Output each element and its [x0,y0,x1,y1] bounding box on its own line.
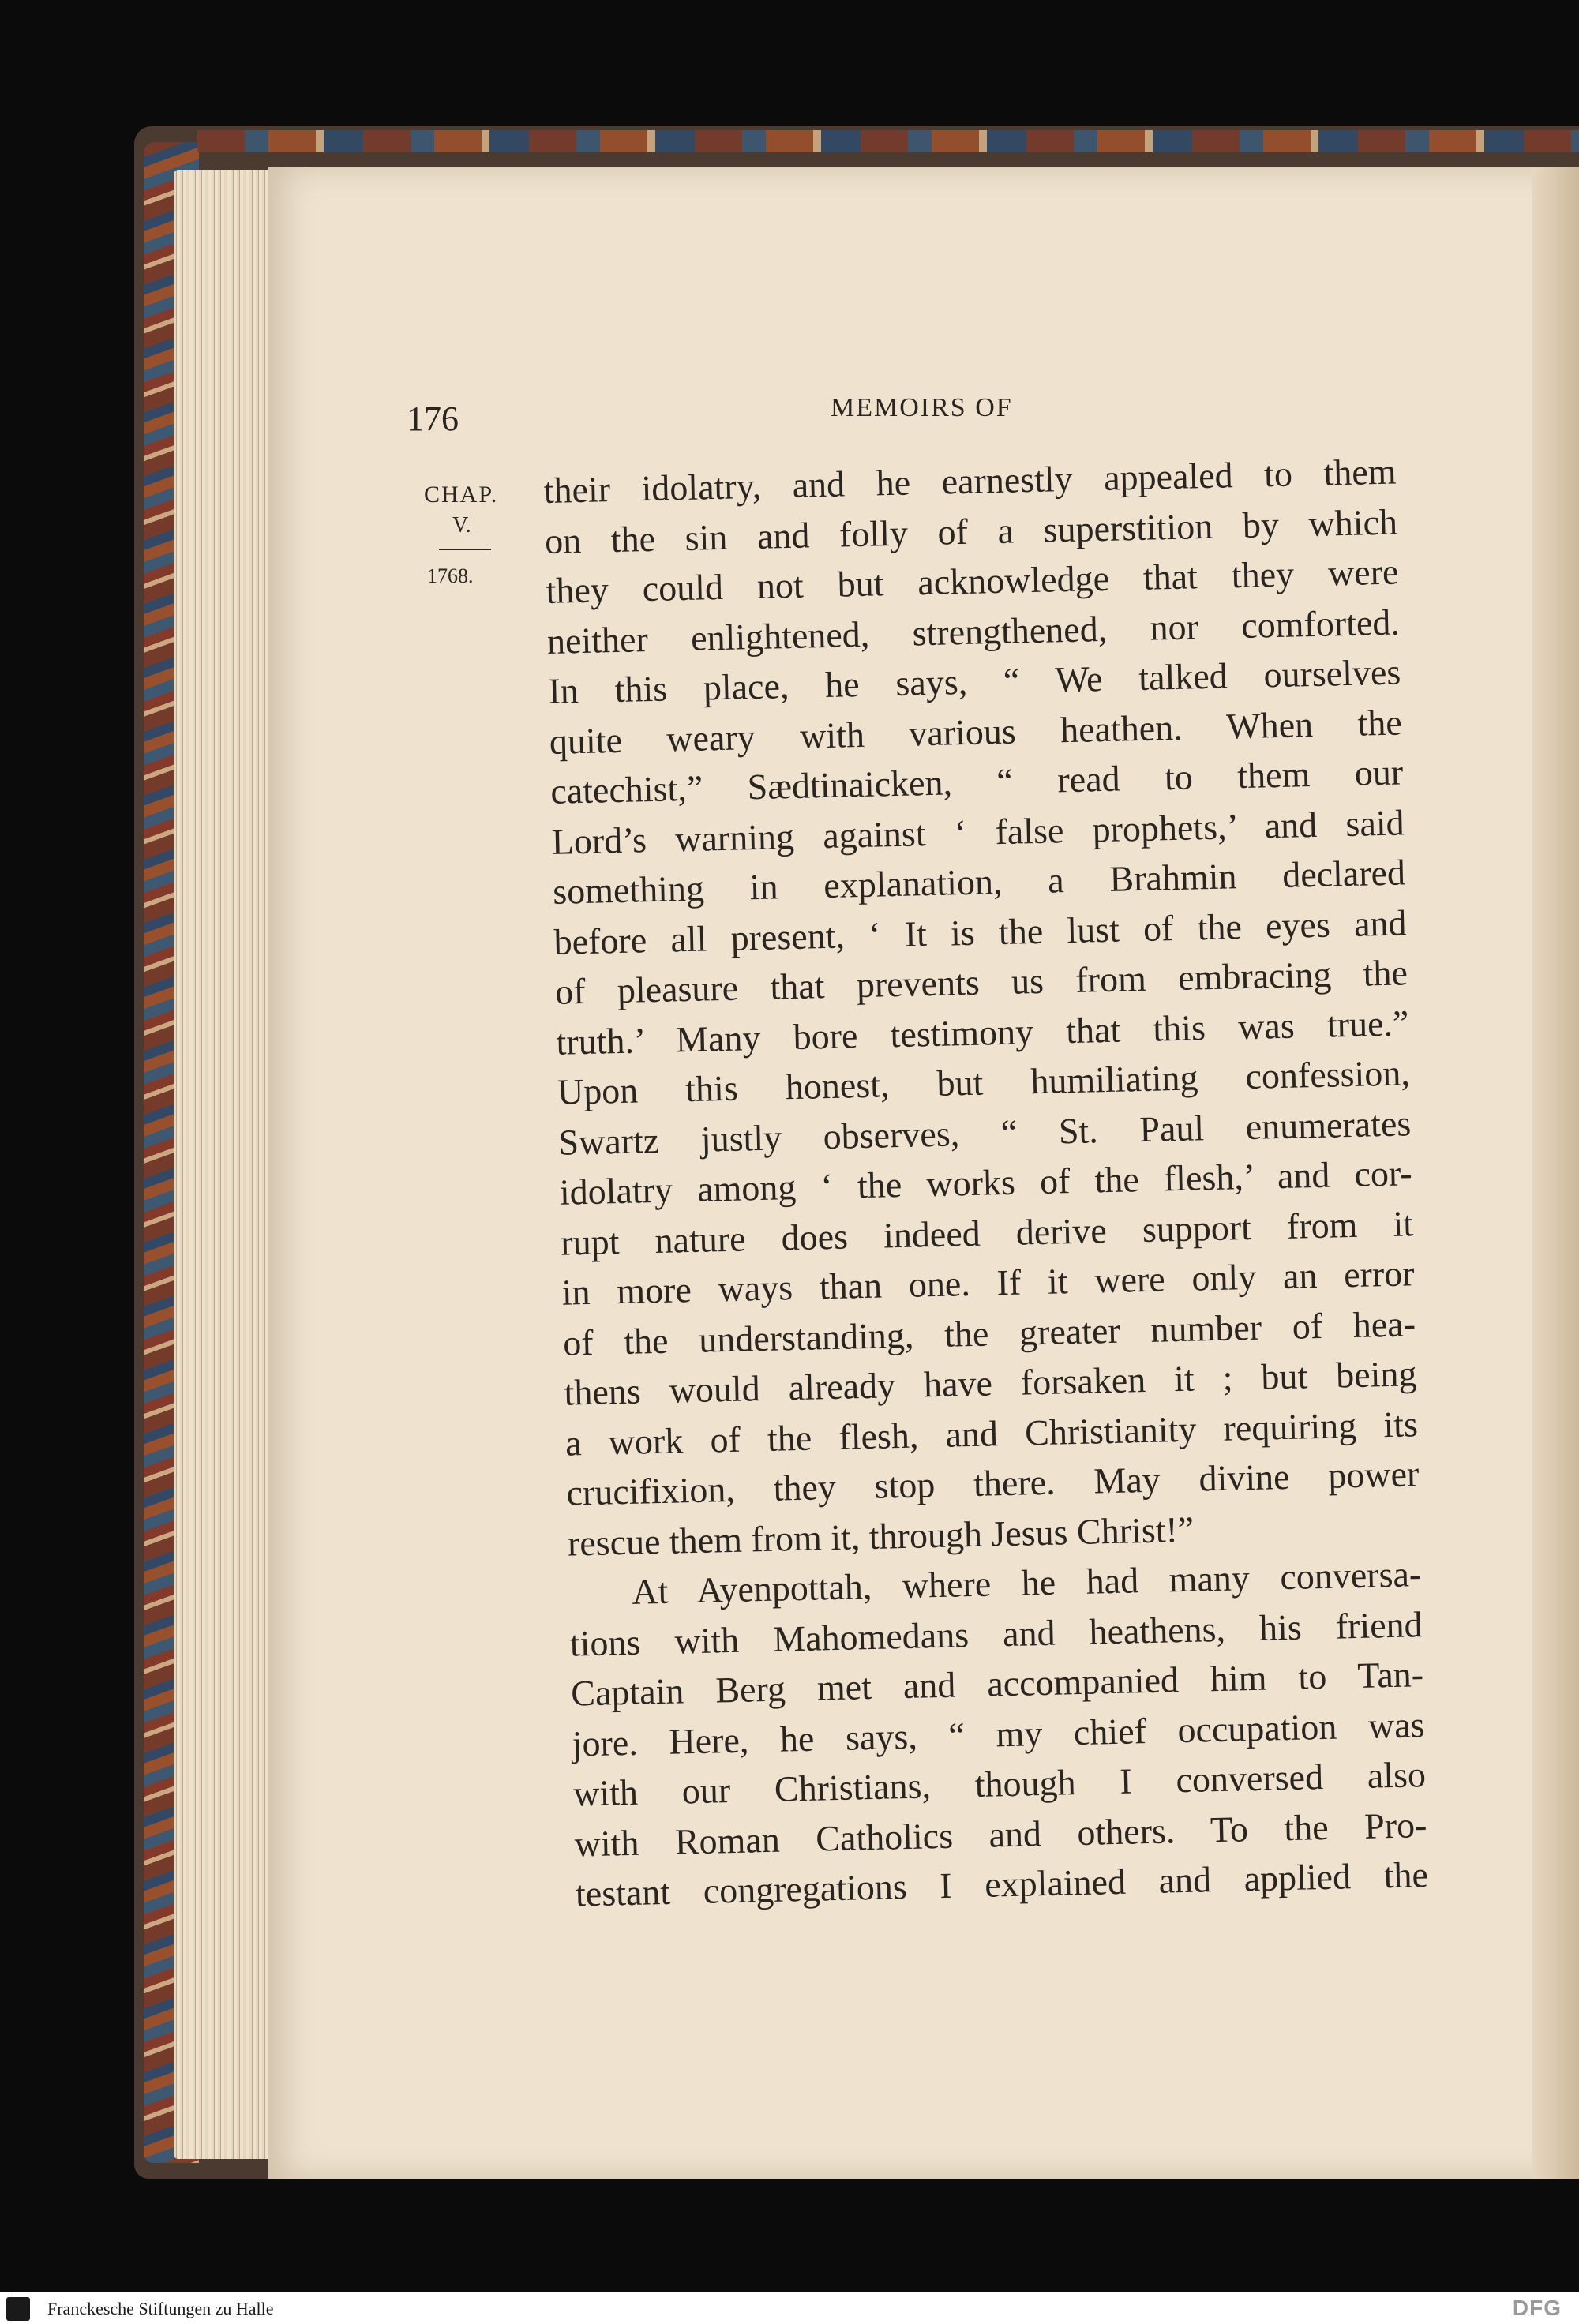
margin-chapter-numeral: V. [452,513,471,538]
text-line: thens would already have forsaken it ; but being [564,1353,1417,1413]
institution-name: Franckesche Stiftungen zu Halle [47,2299,274,2318]
text-line: before all present, ‘ It is the lust of the eyes and [553,901,1407,962]
dfg-logo: DFG [1512,2296,1562,2320]
text-line: Captain Berg met and accompanied him to Tan- [570,1654,1424,1714]
margin-rule [439,549,491,550]
running-head: MEMOIRS OF [831,393,1013,422]
text-line: jore. Here, he says, “ my chief occupation was [572,1704,1426,1764]
text-line: of pleasure that prevents us from embracing the [554,952,1408,1012]
text-line: something in explanation, a Brahmin declared [552,852,1406,912]
text-line: crucifixion, they stop there. May divine power [565,1453,1420,1513]
text-line: their idolatry, and he earnestly appealed to them [543,451,1397,511]
margin-year: 1768. [427,564,474,587]
text-line: Lord’s warning against ‘ false prophets,’ and said [551,801,1405,862]
text-line: quite weary with various heathen. When the [549,701,1403,762]
text-line: idolatry among ‘ the works of the flesh,’ and cor- [559,1153,1413,1213]
text-line: truth.’ Many bore testimony that this was true.” [555,1002,1409,1063]
text-line: rupt nature does indeed derive support from it [560,1202,1414,1263]
text-line: on the sin and folly of a superstition by which [544,500,1398,561]
text-line: Swartz justly observes, “ St. Paul enumerates [557,1102,1412,1163]
text-line: Upon this honest, but humiliating confession, [557,1052,1411,1112]
text-line: neither enlightened, strengthened, nor comforted. [546,601,1401,662]
text-line: catechist,” Sædtinaicken, “ read to them our [549,752,1404,812]
text-line: they could not but acknowledge that they were [546,551,1399,611]
text-line: in more ways than one. If it were only an error [561,1253,1416,1313]
text-line: testant congregations I explained and applied the [575,1854,1429,1914]
text-line: a work of the flesh, and Christianity requiring its [564,1403,1419,1464]
institution-logo-icon [6,2297,30,2321]
margin-chapter-label: CHAP. [424,482,499,508]
text-line: with our Christians, though I conversed also [572,1754,1427,1814]
page-gutter [1532,167,1579,2179]
page-number: 176 [407,399,459,438]
body-text [543,446,1429,1919]
text-line: of the understanding, the greater number of hea- [562,1303,1416,1363]
text-line: tions with Mahomedans and heathens, his friend [569,1603,1423,1664]
marbled-top-edge [197,130,1579,152]
text-line: rescue them from it, through Jesus Christ!” [567,1509,1195,1564]
text-line: In this place, he says, “ We talked ourselves [547,651,1401,711]
text-line: with Roman Catholics and others. To the Pro- [574,1804,1427,1865]
text-line: At Ayenpottah, where he had many conversa- [631,1554,1422,1612]
